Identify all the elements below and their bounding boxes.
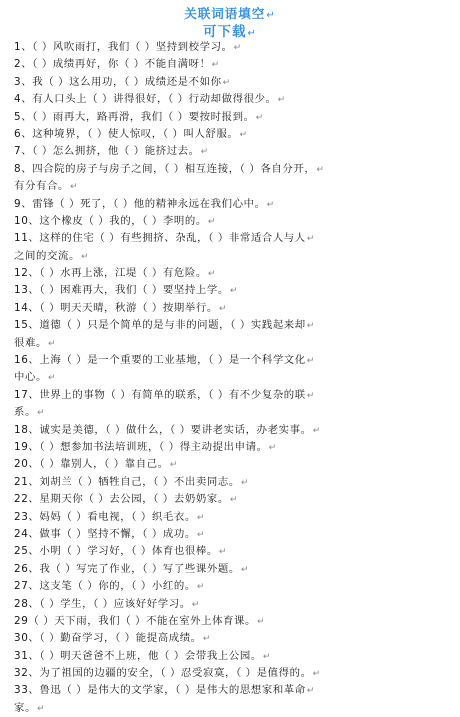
- exercise-line: [14, 700, 450, 717]
- paragraph-mark-icon: ↵: [196, 529, 206, 540]
- paragraph-mark-icon: ↵: [240, 477, 250, 488]
- exercise-line: [14, 369, 450, 386]
- exercise-line: [14, 526, 450, 543]
- exercise-line-text: 11、这样的住宅（ ）有些拥挤、杂乱，（ ）非常适合人与人: [14, 232, 306, 245]
- exercise-line-text: 有分有合。: [14, 180, 69, 193]
- paragraph-mark-icon: ↵: [306, 686, 315, 697]
- exercise-line: [14, 178, 450, 195]
- paragraph-mark-icon: ↵: [36, 703, 46, 714]
- paragraph-mark-icon: ↵: [306, 234, 315, 245]
- paragraph-mark-icon: ↵: [47, 338, 57, 349]
- paragraph-mark-icon: ↵: [316, 164, 325, 175]
- paragraph-mark-icon: ↵: [266, 199, 275, 210]
- paragraph-mark-icon: ↵: [262, 651, 271, 662]
- exercise-line: [14, 300, 450, 317]
- exercise-line: [14, 439, 450, 456]
- exercise-line: [14, 126, 450, 143]
- paragraph-mark-icon: ↵: [306, 321, 315, 332]
- exercise-line-text: 8、四合院的房子与房子之间，（ ）相互连接，（ ）各自分开，: [14, 162, 316, 175]
- exercise-line: [14, 422, 450, 439]
- paragraph-mark-icon: ↵: [207, 269, 217, 280]
- exercise-line-text: 10、这个橡皮（ ）我的，（ ）李明的。: [14, 214, 207, 227]
- exercise-line: [14, 248, 450, 265]
- exercise-line-text: 26、我（ ）写完了作业，（ ）写了些课外题。: [14, 562, 240, 575]
- exercise-line-text: 12、（ ）水再上涨，江堤（ ）有危险。: [14, 267, 207, 280]
- exercise-line-text: 20、（ ）靠别人，（ ）靠自己。: [14, 458, 169, 471]
- exercise-line: [14, 74, 450, 91]
- exercise-line: [14, 387, 450, 404]
- exercise-line: [14, 335, 450, 352]
- paragraph-mark-icon: ↵: [191, 599, 200, 610]
- exercise-line: [14, 509, 450, 526]
- exercise-line-text: 14、（ ）明天天晴，秋游（ ）按期举行。: [14, 301, 218, 314]
- exercise-line-text: 30、（ ）勤奋学习，（ ）能提高成绩。: [14, 632, 202, 645]
- paragraph-mark-icon: ↵: [200, 147, 209, 158]
- exercise-line-text: 中心。: [14, 371, 47, 384]
- exercise-line-text: 32、为了祖国的边疆的安全，（ ）忍受寂寞，（ ）是值得的。: [14, 667, 312, 680]
- exercise-line: [14, 648, 450, 665]
- exercise-line-text: 31、（ ）明天爸爸不上班，他（ ）会带我上公园。: [14, 649, 262, 662]
- exercise-line: [14, 143, 450, 160]
- exercise-line: [14, 613, 450, 630]
- exercise-line-text: 28、（ ）学生，（ ）应该好好学习。: [14, 597, 191, 610]
- exercise-line-text: 15、道德（ ）只是个简单的是与非的问题，（ ）实践起来却: [14, 319, 306, 332]
- exercise-line-text: 18、诚实是美德，（ ）做什么，（ ）要讲老实话，办老实事。: [14, 423, 312, 436]
- exercise-line-text: 21、刘胡兰（ ）牺牲自己，（ ）不出卖同志。: [14, 475, 240, 488]
- exercise-line-text: 23、妈妈（ ）看电视，（ ）织毛衣。: [14, 510, 196, 523]
- exercise-line-text: 29（ ）天下雨，我们（ ）不能在室外上体育课。: [14, 614, 257, 627]
- paragraph-mark-icon: ↵: [306, 356, 315, 367]
- paragraph-mark-icon: ↵: [312, 425, 321, 436]
- exercise-line-text: 系。: [14, 406, 36, 419]
- exercise-line-text: 很难。: [14, 336, 47, 349]
- paragraph-mark-icon: ↵: [80, 251, 90, 262]
- exercise-line-text: 4、有人口头上（ ）讲得很好，（ ）行动却做得很少。: [14, 93, 277, 106]
- paragraph-mark-icon: ↵: [306, 390, 315, 401]
- exercise-line: [14, 282, 450, 299]
- exercise-line-text: 24、做事（ ）坚持不懈，（ ）成功。: [14, 527, 196, 540]
- paragraph-mark-icon: ↵: [233, 43, 242, 53]
- paragraph-mark-icon: ↵: [240, 564, 250, 575]
- exercise-line: [14, 161, 450, 178]
- exercise-line: [14, 352, 450, 369]
- exercise-line-text: 2、（ ）成绩再好，你（ ）不能自满呀！: [14, 58, 211, 71]
- paragraph-mark-icon: ↵: [266, 10, 276, 21]
- paragraph-mark-icon: ↵: [222, 77, 231, 88]
- paragraph-mark-icon: ↵: [207, 216, 217, 227]
- exercise-line-text: 3、我（ ）这么用功，（ ）成绩还是不如你: [14, 75, 222, 88]
- document-subtitle-text: 可下载: [203, 24, 247, 40]
- exercise-line: [14, 39, 450, 56]
- document-subtitle: [0, 20, 460, 40]
- exercise-line-text: 家。: [14, 701, 36, 714]
- exercise-line-text: 9、雷锋（ ）死了，（ ）他的精神永远在我们心中。: [14, 197, 266, 210]
- exercise-line-text: 17、世界上的事物（ ）有简单的联系，（ ）有不少复杂的联: [14, 388, 306, 401]
- exercise-line: [14, 665, 450, 682]
- exercise-line: [14, 91, 450, 108]
- paragraph-mark-icon: ↵: [218, 547, 228, 558]
- exercise-line-text: 1、（ ）风吹雨打，我们（ ）坚持到校学习。: [14, 41, 233, 53]
- exercise-line: [14, 630, 450, 647]
- exercise-line-text: 33、鲁迅（ ）是伟大的文学家，（ ）是伟大的思想家和革命: [14, 684, 306, 697]
- exercise-line-text: 之间的交流。: [14, 249, 80, 262]
- paragraph-mark-icon: ↵: [247, 28, 257, 39]
- exercise-line: [14, 456, 450, 473]
- exercise-line: [14, 404, 450, 421]
- paragraph-mark-icon: ↵: [229, 286, 239, 297]
- exercise-line-text: 25、小明（ ）学习好，（ ）体育也很棒。: [14, 545, 218, 558]
- paragraph-mark-icon: ↵: [218, 303, 228, 314]
- exercise-line-text: 5、（ ）雨再大，路再滑，我们（ ）要按时报到。: [14, 110, 255, 123]
- exercise-line: [14, 682, 450, 699]
- exercise-line: [14, 56, 450, 73]
- exercise-line-text: 16、上海（ ）是一个重要的工业基地，（ ）是一个科学文化: [14, 354, 306, 367]
- exercise-line: [14, 196, 450, 213]
- exercise-line: [14, 213, 450, 230]
- exercise-line: [14, 230, 450, 247]
- paragraph-mark-icon: ↵: [211, 60, 220, 71]
- paragraph-mark-icon: ↵: [196, 582, 206, 593]
- paragraph-mark-icon: ↵: [257, 616, 266, 627]
- exercise-line: [14, 474, 450, 491]
- exercise-line: [14, 543, 450, 560]
- exercise-line-text: 19、（ ）想参加书法培训班，（ ）得主动提出申请。: [14, 440, 268, 453]
- document-title-text: 关联词语填空: [184, 6, 266, 21]
- paragraph-mark-icon: ↵: [277, 95, 286, 106]
- paragraph-mark-icon: ↵: [47, 373, 57, 384]
- exercise-line-text: 7、（ ）怎么拥挤，他（ ）能挤过去。: [14, 145, 200, 158]
- exercise-line: [14, 109, 450, 126]
- paragraph-mark-icon: ↵: [196, 512, 206, 523]
- exercise-line: [14, 596, 450, 613]
- exercise-line: [14, 317, 450, 334]
- exercise-line: [14, 578, 450, 595]
- exercise-line: [14, 561, 450, 578]
- exercise-line: [14, 265, 450, 282]
- paragraph-mark-icon: ↵: [268, 442, 277, 453]
- paragraph-mark-icon: ↵: [202, 634, 211, 645]
- paragraph-mark-icon: ↵: [169, 460, 178, 471]
- paragraph-mark-icon: ↵: [36, 408, 46, 419]
- paragraph-mark-icon: ↵: [255, 112, 264, 123]
- paragraph-mark-icon: ↵: [69, 182, 79, 193]
- exercise-line-text: 13、（ ）困难再大，我们（ ）要坚持上学。: [14, 284, 229, 297]
- paragraph-mark-icon: ↵: [229, 495, 239, 506]
- exercise-list: [14, 39, 450, 717]
- exercise-line: [14, 491, 450, 508]
- exercise-line-text: 27、这支笔（ ）你的，（ ）小红的。: [14, 580, 196, 593]
- exercise-line-text: 6、这种境界，（ ）使人惊叹，（ ）叫人舒服。: [14, 127, 239, 140]
- paragraph-mark-icon: ↵: [312, 669, 321, 680]
- paragraph-mark-icon: ↵: [239, 129, 248, 140]
- exercise-line-text: 22、星期天你（ ）去公园，（ ）去奶奶家。: [14, 493, 229, 506]
